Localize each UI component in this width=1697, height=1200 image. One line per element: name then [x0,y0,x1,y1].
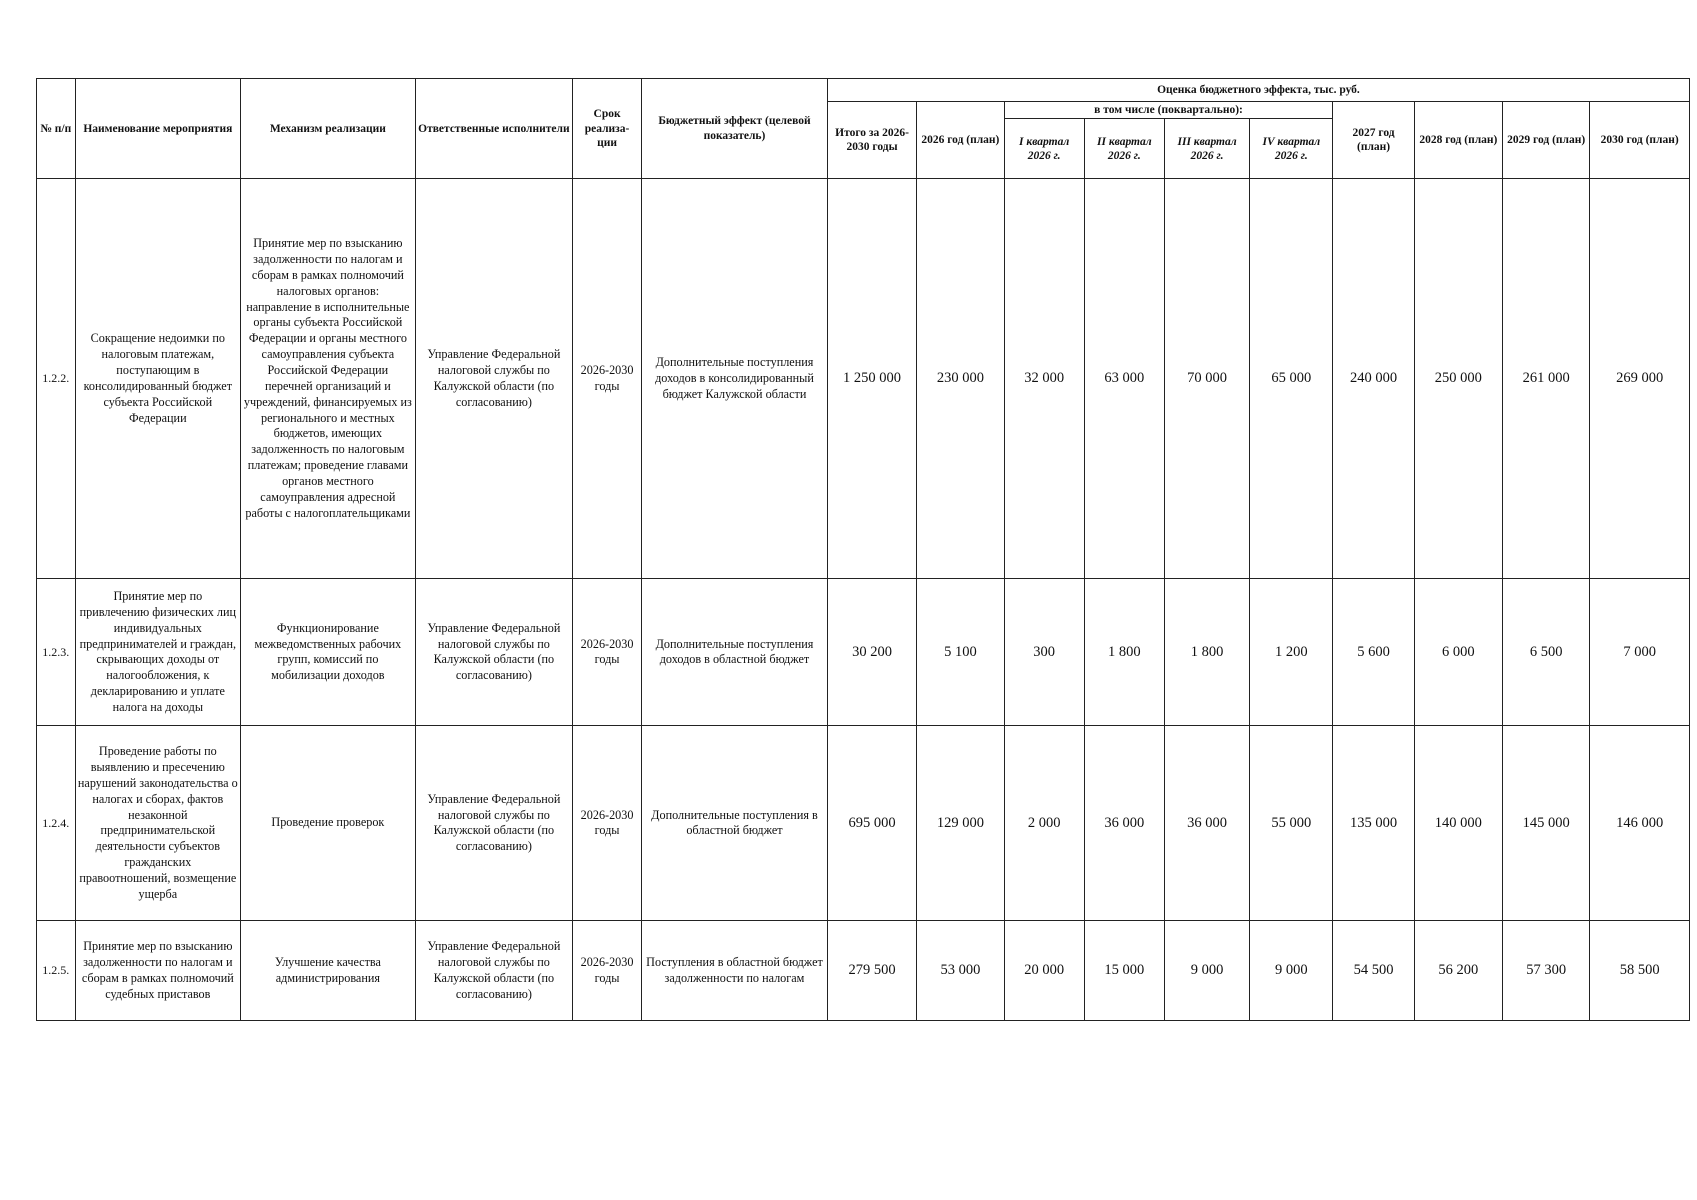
row-total: 279 500 [827,921,916,1021]
header-2026: 2026 год (план) [917,102,1004,179]
budget-effect-table-page [36,78,1690,1021]
header-num: № п/п [37,79,76,179]
table-row [37,726,1690,921]
header-q4: IV квартал 2026 г. [1250,119,1333,179]
row-total: 695 000 [827,726,916,921]
row-responsible: Управление Федеральной налоговой службы по Калужской области (по согласованию) [415,179,572,579]
row-effect: Дополнительные поступления доходов в консолидированный бюджет Калужской области [642,179,828,579]
row-name: Принятие мер по взысканию задолженности по налогам и сборам в рамках полномочий судебных приставов [75,921,240,1021]
header-mechanism: Механизм реализации [241,79,416,179]
table-body [37,179,1690,1021]
row-2030: 7 000 [1590,579,1690,726]
row-2029: 57 300 [1503,921,1590,1021]
row-num: 1.2.2. [37,179,76,579]
row-responsible: Управление Федеральной налоговой службы по Калужской области (по согласованию) [415,726,572,921]
row-total: 1 250 000 [827,179,916,579]
row-2027: 240 000 [1333,179,1414,579]
table-header [37,79,1690,179]
table-row [37,179,1690,579]
budget-effect-table [36,78,1690,1021]
row-q3: 70 000 [1164,179,1249,579]
row-q4: 65 000 [1250,179,1333,579]
row-2027: 5 600 [1333,579,1414,726]
row-2030: 146 000 [1590,726,1690,921]
row-q2: 36 000 [1084,726,1164,921]
row-mechanism: Функционирование межведомственных рабочих групп, комиссий по мобилизации доходов [241,579,416,726]
row-2026: 230 000 [917,179,1004,579]
row-2028: 6 000 [1414,579,1502,726]
row-q1: 20 000 [1004,921,1084,1021]
row-q3: 9 000 [1164,921,1249,1021]
header-term: Срок реализа-ции [573,79,642,179]
row-2027: 135 000 [1333,726,1414,921]
row-name: Принятие мер по привлечению физических лиц индивидуальных предпринимателей и граждан, скрывающих доходы от налогообложения, к декларированию и уплате налога на доходы [75,579,240,726]
header-effect: Бюджетный эффект (целевой показатель) [642,79,828,179]
header-q1: I квартал 2026 г. [1004,119,1084,179]
header-responsible: Ответственные исполнители [415,79,572,179]
row-q2: 1 800 [1084,579,1164,726]
row-q4: 9 000 [1250,921,1333,1021]
row-2029: 6 500 [1503,579,1590,726]
row-2026: 5 100 [917,579,1004,726]
row-q2: 15 000 [1084,921,1164,1021]
header-total: Итого за 2026-2030 годы [827,102,916,179]
table-row [37,921,1690,1021]
header-estimate-group: Оценка бюджетного эффекта, тыс. руб. [827,79,1689,102]
row-q3: 36 000 [1164,726,1249,921]
row-total: 30 200 [827,579,916,726]
header-name: Наименование мероприятия [75,79,240,179]
row-q3: 1 800 [1164,579,1249,726]
row-2027: 54 500 [1333,921,1414,1021]
row-mechanism: Улучшение качества администрирования [241,921,416,1021]
row-effect: Поступления в областной бюджет задолженности по налогам [642,921,828,1021]
row-2029: 261 000 [1503,179,1590,579]
row-2026: 53 000 [917,921,1004,1021]
header-2027: 2027 год (план) [1333,102,1414,179]
row-num: 1.2.3. [37,579,76,726]
row-q4: 1 200 [1250,579,1333,726]
row-term: 2026-2030 годы [573,579,642,726]
row-2029: 145 000 [1503,726,1590,921]
header-q3: III квартал 2026 г. [1164,119,1249,179]
row-term: 2026-2030 годы [573,726,642,921]
row-q1: 300 [1004,579,1084,726]
row-effect: Дополнительные поступления в областной бюджет [642,726,828,921]
header-2030: 2030 год (план) [1590,102,1690,179]
row-q2: 63 000 [1084,179,1164,579]
row-term: 2026-2030 годы [573,921,642,1021]
row-num: 1.2.5. [37,921,76,1021]
row-effect: Дополнительные поступления доходов в областной бюджет [642,579,828,726]
row-mechanism: Проведение проверок [241,726,416,921]
header-2028: 2028 год (план) [1414,102,1502,179]
row-term: 2026-2030 годы [573,179,642,579]
row-name: Сокращение недоимки по налоговым платежам, поступающим в консолидированный бюджет субъекта Российской Федерации [75,179,240,579]
row-responsible: Управление Федеральной налоговой службы по Калужской области (по согласованию) [415,579,572,726]
row-2028: 250 000 [1414,179,1502,579]
header-q2: II квартал 2026 г. [1084,119,1164,179]
row-q1: 32 000 [1004,179,1084,579]
row-2030: 58 500 [1590,921,1690,1021]
row-num: 1.2.4. [37,726,76,921]
row-2028: 56 200 [1414,921,1502,1021]
row-q1: 2 000 [1004,726,1084,921]
row-2026: 129 000 [917,726,1004,921]
table-row [37,579,1690,726]
header-quarterly-group: в том числе (поквартально): [1004,102,1333,119]
header-2029: 2029 год (план) [1503,102,1590,179]
row-name: Проведение работы по выявлению и пресечению нарушений законодательства о налогах и сборах, фактов незаконной предпринимательской деятельности субъектов гражданских правоотношений, возмещение ущерба [75,726,240,921]
row-2028: 140 000 [1414,726,1502,921]
row-responsible: Управление Федеральной налоговой службы по Калужской области (по согласованию) [415,921,572,1021]
row-2030: 269 000 [1590,179,1690,579]
row-mechanism: Принятие мер по взысканию задолженности по налогам и сборам в рамках полномочий налоговых органов: направление в исполнительные органы субъекта Российской Федерации и органы местного самоуправления субъекта Российской Федерации перечней организаций и учреждений, финансируемых из регионального и местных бюджетов, имеющих задолженность по налоговым платежам; проведение главами органов местного самоуправления адресной работы с налогоплательщиками [241,179,416,579]
row-q4: 55 000 [1250,726,1333,921]
